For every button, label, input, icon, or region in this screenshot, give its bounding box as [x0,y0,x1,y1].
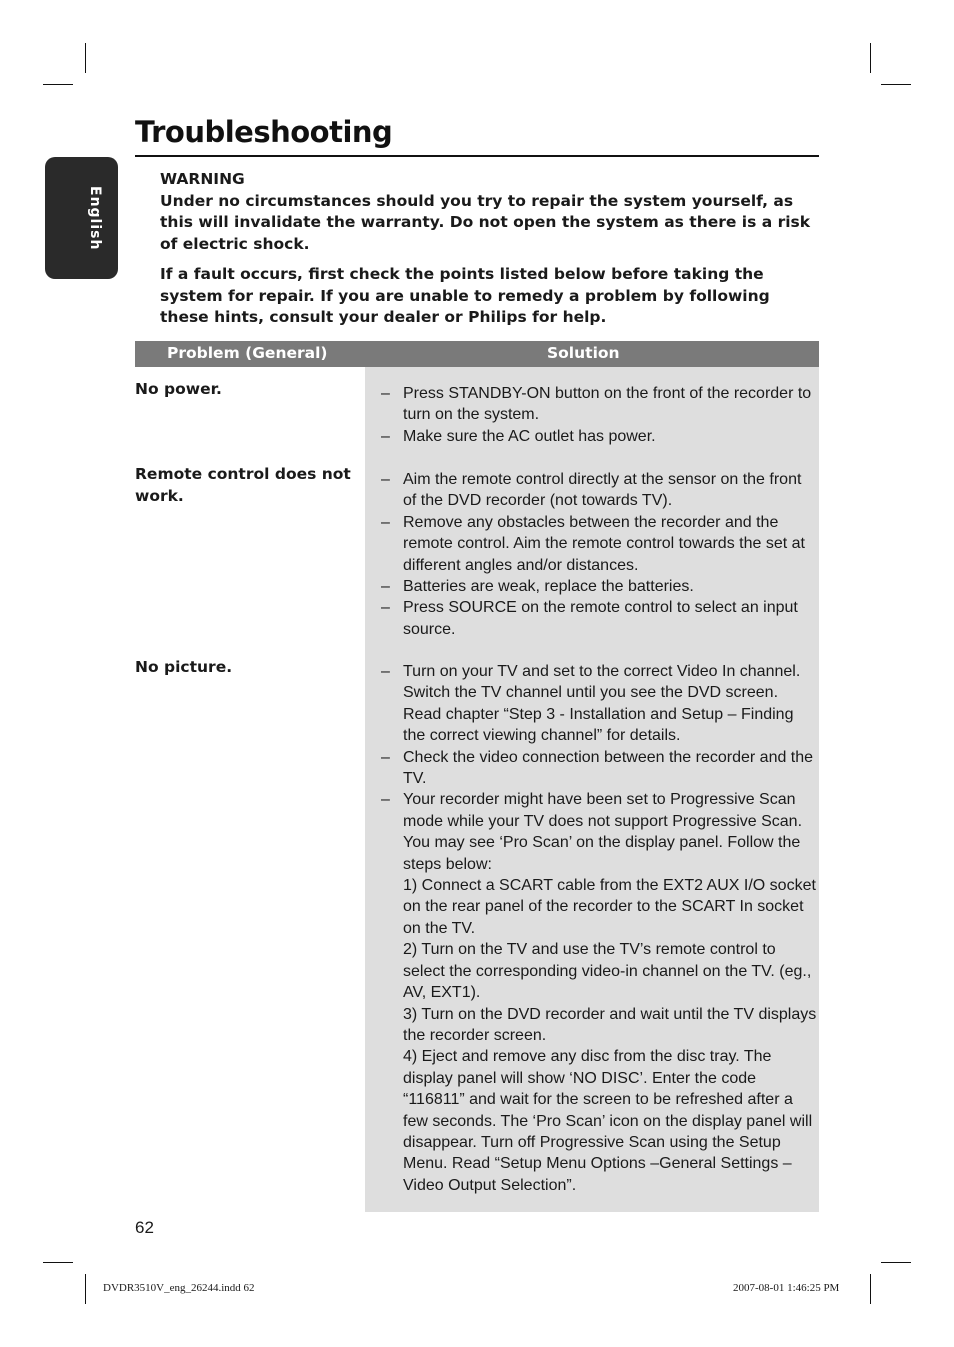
dash-bullet: – [381,513,390,531]
crop-mark [43,1262,73,1263]
dash-bullet: – [381,791,390,809]
footer-timestamp: 2007-08-01 1:46:25 PM [733,1282,840,1294]
solution-item [381,469,817,512]
dash-bullet: – [381,663,390,680]
solution-item [381,512,817,576]
language-tab [45,157,118,279]
solution-text: Press SOURCE on the remote control to select an input source. [403,599,798,638]
solution-text: Batteries are weak, replace the batteries. [403,578,694,596]
table-header [135,341,819,367]
page-number: 62 [135,1218,154,1237]
solution-item [381,661,817,747]
crop-mark [881,84,911,85]
solution-text: Press STANDBY-ON button on the front of the recorder to turn on the system. [403,385,812,424]
solution-list-remote-control [381,469,817,640]
solution-text: Turn on your TV and set to the correct Video In channel. Switch the TV channel until you see the DVD screen. Read chapter “Step 3 - Installation and Setup – Finding the correct viewing channel” for details. [403,663,801,745]
crop-mark [43,84,73,85]
header-solution: Solution [547,344,620,362]
page-title: Troubleshooting [135,115,393,149]
warning-heading: WARNING [160,170,245,188]
warning-block [160,169,820,329]
solution-item [381,426,817,447]
crop-mark [870,43,871,73]
problem-no-power: No power. [135,380,222,398]
solution-item [381,576,817,597]
solution-item [381,597,817,640]
crop-mark [881,1262,911,1263]
title-divider [135,155,819,157]
crop-mark [85,43,86,73]
dash-bullet: – [381,385,390,402]
warning-text: Under no circumstances should you try to repair the system yourself, as this will invalidate the warranty. Do not open the system as there is a risk of electric shock. [160,191,811,253]
dash-bullet: – [381,578,390,596]
solution-text: Aim the remote control directly at the sensor on the front of the DVD recorder (not towards TV). [403,471,802,510]
language-tab-label: English [87,186,103,251]
footer-file-info: DVDR3510V_eng_26244.indd 62 [103,1282,255,1294]
problem-remote-control: Remote control does not work. [135,465,351,505]
problem-no-picture: No picture. [135,658,233,676]
dash-bullet: – [381,599,390,617]
dash-bullet: – [381,471,390,488]
dash-bullet: – [381,748,390,766]
dash-bullet: – [381,427,390,445]
solution-text: Your recorder might have been set to Progressive Scan mode while your TV does not support Progressive Scan. You may see ‘Pro Scan’ on the display panel. Follow the steps below: 1) Connect a SCART cable from the EXT2 AUX I/O socket on the rear panel of the recorder to the SCART In socket on the TV. 2) Turn on the TV and use the TV’s remote control to select the corresponding video-in channel on the TV. (eg., AV, EXT1). 3) Turn on the DVD recorder and wait until the TV displays the recorder screen. 4) Eject and remove any disc from the disc tray. The display panel will show ‘NO DISC’. Enter the code “116811” and wait for the screen to be refreshed after a few seconds. The ‘Pro Scan’ icon on the display panel will disappear. Turn off Progressive Scan using the Setup Menu. Read “Setup Menu Options –General Settings – Video Output Selection”. [403,791,817,1194]
solution-text: Make sure the AC outlet has power. [403,427,656,445]
solution-text: Check the video connection between the recorder and the TV. [403,748,814,788]
header-problem: Problem (General) [167,344,328,362]
solution-list-no-power [381,383,817,447]
warning-advice: If a fault occurs, first check the points listed below before taking the system for repair. If you are unable to remedy a problem by following these hints, consult your dealer or Philips for help. [160,265,770,326]
solution-list-no-picture [381,661,817,1196]
crop-mark [870,1274,871,1304]
solution-item [381,789,817,1196]
solution-text: Remove any obstacles between the recorder and the remote control. Aim the remote control towards the set at different angles and/or distances. [403,513,805,574]
solution-item [381,383,817,426]
solution-item [381,747,817,790]
crop-mark [85,1274,86,1304]
